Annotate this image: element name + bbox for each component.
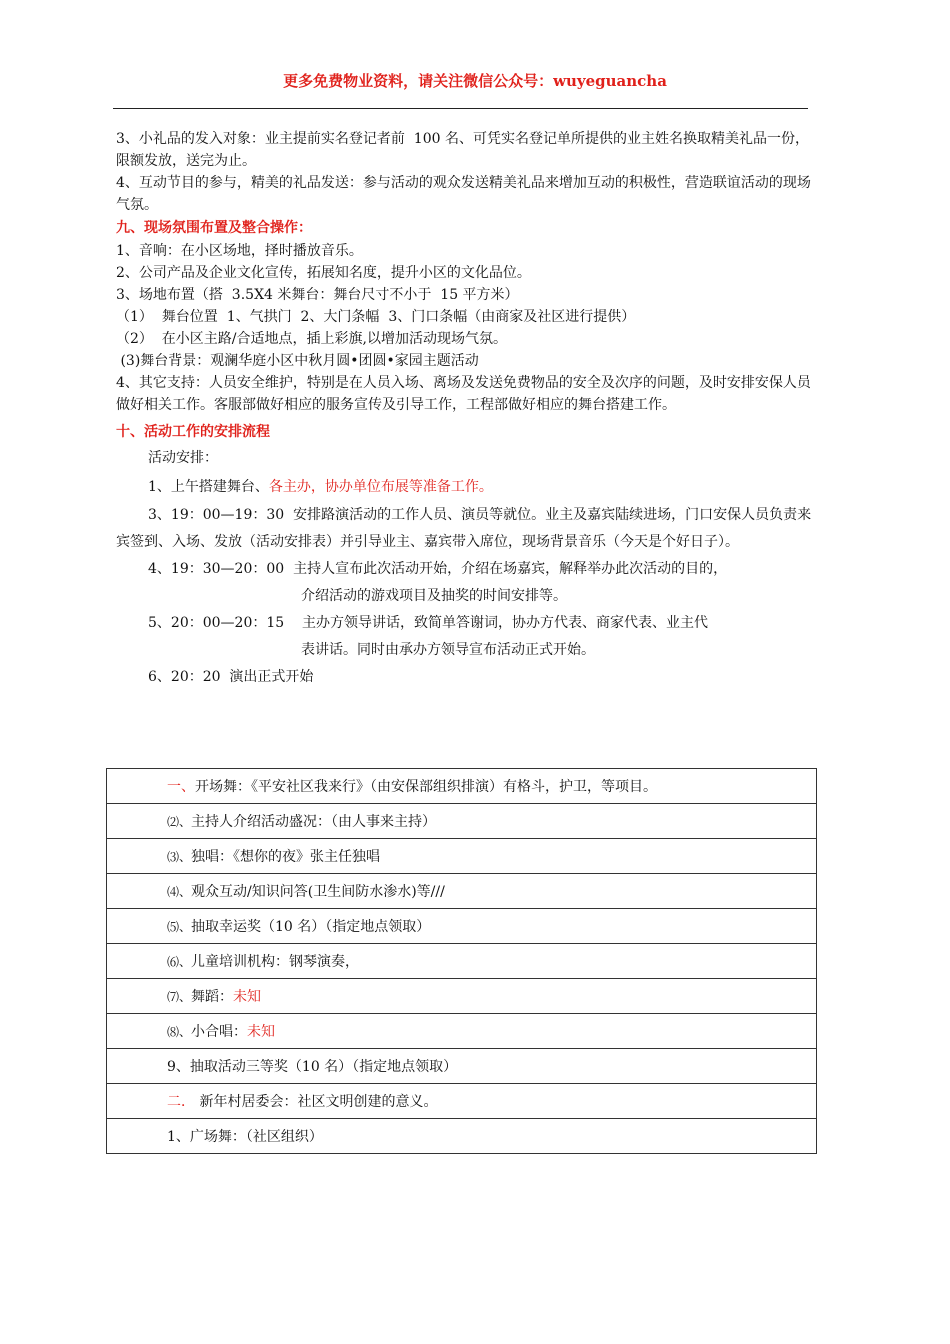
program-item-text: 小合唱： <box>191 1024 248 1040</box>
program-item-prefix: ⑹、 <box>167 955 192 969</box>
program-item-prefix: ⑵、 <box>167 815 192 829</box>
program-cell <box>107 769 817 804</box>
step-5-line-2: 表讲话。同时由承办方领导宣布活动正式开始。 <box>301 642 595 658</box>
program-item-red-text: 未知 <box>233 989 262 1005</box>
program-item-text: 新年村居委会：社区文明创建的意义。 <box>195 1094 438 1110</box>
document-body <box>116 128 816 691</box>
s9-item-4: 4、其它支持：人员安全维护，特别是在人员入场、离场及发送免费物品的安全及次序的问题，及时安排安保人员做好相关工作。客服部做好相应的服务宣传及引导工作，工程部做好相应的舞台搭建工作。 <box>116 375 811 413</box>
program-item-text: 独唱：《想你的夜》张主任独唱 <box>191 849 381 865</box>
program-cell <box>107 804 817 839</box>
program-item-prefix: 1、 <box>167 1129 190 1145</box>
program-item-red-text: 未知 <box>247 1024 276 1040</box>
program-row <box>107 804 817 839</box>
header-divider <box>113 108 808 109</box>
section-9-title: 九、现场氛围布置及整合操作： <box>116 220 312 236</box>
program-row <box>107 839 817 874</box>
program-item-prefix: 二． <box>167 1094 195 1110</box>
program-cell <box>107 874 817 909</box>
section-10-title: 十、活动工作的安排流程 <box>116 424 270 440</box>
program-item-prefix: ⑷、 <box>167 885 192 899</box>
program-item-text: 广场舞：（社区组织） <box>189 1129 323 1145</box>
s9-sub-3: (3)舞台背景：观澜华庭小区中秋月圆•团圆•家园主题活动 <box>116 353 479 369</box>
program-row <box>107 769 817 804</box>
step-1-text: 1、上午搭建舞台、 <box>148 479 269 495</box>
s9-sub-2: （2） 在小区主路/合适地点，插上彩旗,以增加活动现场气氛。 <box>116 331 507 347</box>
program-row <box>107 874 817 909</box>
s9-item-3: 3、场地布置（搭 3.5X4 米舞台：舞台尺寸不小于 15 平方米） <box>116 287 519 303</box>
program-item-text: 儿童培训机构：钢琴演奏， <box>191 954 360 970</box>
arrange-label: 活动安排： <box>148 450 218 466</box>
program-cell <box>107 1084 817 1119</box>
program-row <box>107 1119 817 1154</box>
paragraph-gift-4: 4、互动节目的参与，精美的礼品发送：参与活动的观众发送精美礼品来增加互动的积极性，营造联谊活动的现场气氛。 <box>116 175 811 213</box>
program-item-prefix: ⑻、 <box>167 1025 192 1039</box>
program-item-text: 舞蹈： <box>191 989 234 1005</box>
program-cell <box>107 839 817 874</box>
program-row <box>107 909 817 944</box>
program-row <box>107 1084 817 1119</box>
program-item-prefix: ⑶、 <box>167 850 192 864</box>
program-cell <box>107 909 817 944</box>
paragraph-gift-3: 3、小礼品的发入对象：业主提前实名登记者前 100 名、可凭实名登记单所提供的业主姓名换取精美礼品一份，限额发放，送完为止。 <box>116 131 809 169</box>
s9-item-2: 2、公司产品及企业文化宣传，拓展知名度，提升小区的文化品位。 <box>116 265 531 281</box>
program-cell <box>107 1119 817 1154</box>
step-4-line-1: 4、19：30—20：00 主持人宣布此次活动开始，介绍在场嘉宾，解释举办此次活动的目的， <box>148 561 728 577</box>
program-item-text: 观众互动/知识问答(卫生间防水渗水)等/// <box>191 884 445 900</box>
program-row <box>107 1049 817 1084</box>
program-cell <box>107 944 817 979</box>
step-4-line-2: 介绍活动的游戏项目及抽奖的时间安排等。 <box>301 588 567 604</box>
step-5-line-1: 5、20：00—20：15 主办方领导讲话，致简单答谢词，协办方代表、商家代表、业主代 <box>148 615 708 631</box>
s9-item-1: 1、音响：在小区场地，择时播放音乐。 <box>116 243 363 259</box>
program-cell <box>107 1049 817 1084</box>
program-item-prefix: ⑺、 <box>167 990 192 1004</box>
step-1-red-text: 各主办，协办单位布展等准备工作。 <box>268 479 493 495</box>
program-item-prefix: 一、 <box>167 779 195 795</box>
program-item-text: 抽取幸运奖（10 名）（指定地点领取） <box>191 919 431 935</box>
program-row <box>107 1014 817 1049</box>
program-item-text: 抽取活动三等奖（10 名）（指定地点领取） <box>189 1059 458 1075</box>
program-row <box>107 979 817 1014</box>
program-cell <box>107 1014 817 1049</box>
program-item-text: 开场舞：《平安社区我来行》（由安保部组织排演）有格斗，护卫，等项目。 <box>195 779 657 795</box>
s9-sub-1: （1） 舞台位置 1、气拱门 2、大门条幅 3、门口条幅（由商家及社区进行提供） <box>116 309 636 325</box>
program-table <box>106 768 817 1154</box>
step-6: 6、20：20 演出正式开始 <box>148 669 314 685</box>
document-header: 更多免费物业资料，请关注微信公众号：wuyeguancha <box>283 72 667 90</box>
program-item-prefix: 9、 <box>167 1059 190 1075</box>
program-cell <box>107 979 817 1014</box>
step-1 <box>116 473 816 502</box>
program-row <box>107 944 817 979</box>
step-3: 3、19：00—19：30 安排路演活动的工作人员、演员等就位。业主及嘉宾陆续进场，门口安保人员负责来宾签到、入场、发放（活动安排表）并引导业主、嘉宾带入席位，现场背景音乐（今天是个好日子）。 <box>116 507 812 550</box>
program-item-text: 主持人介绍活动盛况：（由人事来主持） <box>191 814 437 830</box>
program-item-prefix: ⑸、 <box>167 920 192 934</box>
